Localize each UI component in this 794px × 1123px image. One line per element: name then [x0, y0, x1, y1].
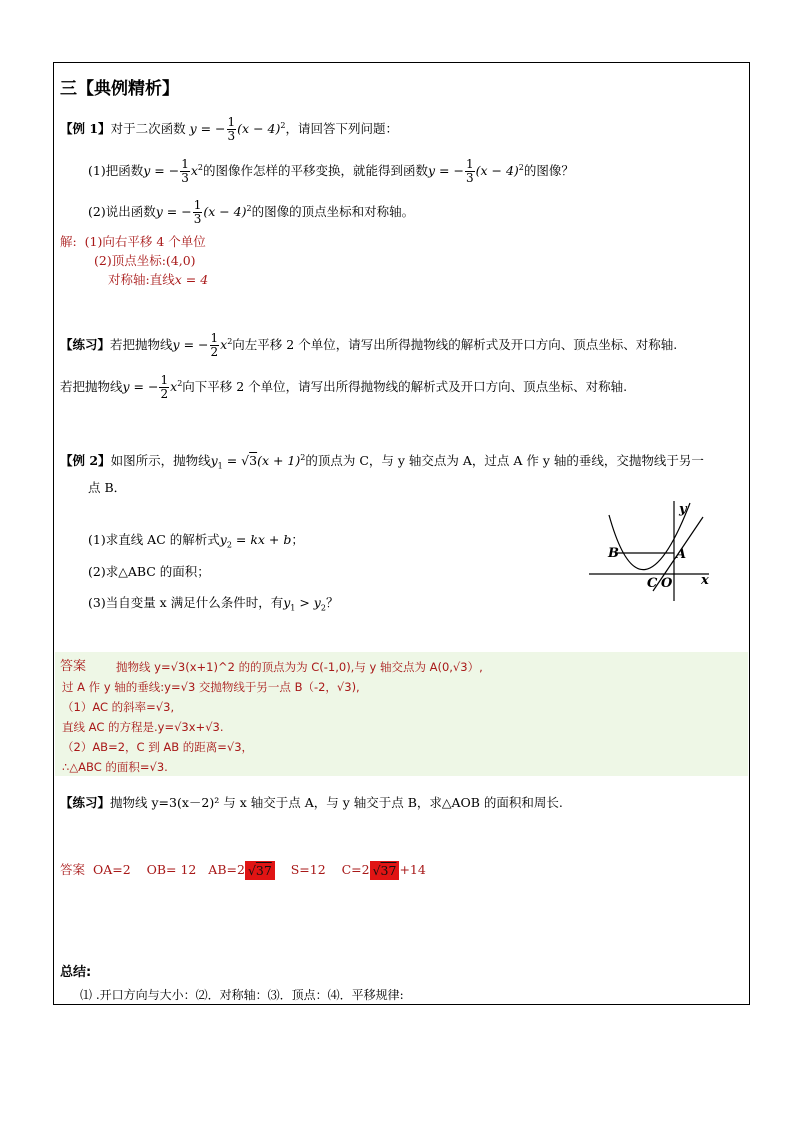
example2-intro-text: 如图所示，抛物线	[110, 453, 211, 469]
formula-y1-sqrt3: $y_1 = √3(x + 1)^2$	[210, 453, 306, 471]
answer2-line6: ∴△ABC 的面积=√3.	[62, 760, 168, 774]
solution1-axis-text: 对称轴:直线	[108, 272, 175, 287]
label-o: O	[661, 576, 673, 591]
practice1-text-b: 向左平移 2 个单位，请写出所得抛物线的解析式及开口方向、顶点坐标、对称轴.	[232, 337, 678, 352]
formula-y-neg-half-x-sq-2: y = − $\frac{1}{2}$ $x^2$	[122, 373, 183, 401]
section-title: 三【典例精析】	[60, 79, 179, 99]
answer3-c-root-highlight: √37	[370, 861, 400, 880]
q2-text-a: (2)说出函数	[88, 204, 156, 219]
example2-question3	[88, 594, 338, 618]
answer2-label: 答案	[60, 659, 87, 674]
answer3-s: S=12	[290, 862, 326, 877]
answer3-line	[60, 861, 426, 880]
answer2-line3: （1）AC 的斜率=√3,	[62, 700, 175, 714]
answer3-ab-root: 37	[255, 863, 272, 878]
example1-question2	[88, 199, 414, 226]
answer3-ab: AB=2	[208, 862, 245, 877]
example1-label: 【例 1】	[60, 121, 111, 136]
ex2-q1-tail: ；	[291, 532, 304, 547]
label-y: y	[679, 502, 687, 517]
solution1-axis-equation: x = 4	[174, 272, 209, 287]
answer2-line1: 抛物线 y=√3(x+1)^2 的的顶点为为 C(-1,0),与 y 轴交点为 A(0,√3）,	[116, 660, 483, 674]
ex2-q3-tail: ？	[325, 595, 339, 610]
ex2-q1-text: (1)求直线 AC 的解析式	[88, 532, 220, 547]
answer3-ab-root-highlight: √37	[245, 861, 275, 880]
answer2-line4: 直线 AC 的方程是.y=√3x+√3.	[62, 720, 224, 734]
label-b: B	[608, 546, 619, 561]
label-c: C	[647, 576, 658, 591]
practice1-text-a: 若把抛物线	[110, 337, 173, 352]
answer3-c: C=2	[341, 862, 370, 877]
formula-y-neg-third-x-sq: y = − $\frac{1}{3}$ $x^2$	[143, 157, 203, 185]
summary-text: ⑴ .开口方向与大小：⑵．对称轴：⑶．顶点：⑷．平移规律:	[80, 988, 404, 1002]
formula-y-neg-third-x-minus-4-sq-2: y = − $\frac{1}{3}$ $(x - 4)^2$	[428, 157, 524, 185]
q1-text-b: 的图像作怎样的平移变换，就能得到函数	[202, 163, 428, 178]
example1-intro	[60, 116, 398, 143]
q1-text-a: (1)把函数	[88, 163, 144, 178]
example1-intro-tail: ，请回答下列问题：	[285, 121, 398, 136]
answer3-label: 答案	[60, 862, 86, 877]
practice2-line	[60, 794, 563, 812]
formula-y-neg-third-x-minus-4-sq-3: y = − $\frac{1}{3}$ $(x - 4)^2$	[155, 198, 252, 226]
answer3-ob: OB= 12	[146, 862, 197, 877]
q2-text-b: 的图像的顶点坐标和对称轴。	[251, 204, 415, 219]
summary-label: 总结:	[60, 965, 92, 980]
example2-intro-line2: 点 B．	[88, 480, 127, 495]
solution1-line1	[60, 233, 206, 251]
formula-y2-kx-b: $y_2$ = kx + b	[219, 532, 292, 550]
solution1-line3	[108, 271, 208, 289]
label-a: A	[676, 547, 687, 562]
example2-intro-tail: 的顶点为 C，与 y 轴交点为 A，过点 A 作 y 轴的垂线，交抛物线于另一	[305, 453, 704, 469]
label-x: x	[701, 573, 709, 588]
example1-intro-text: 对于二次函数	[110, 121, 186, 136]
practice2-label: 【练习】	[60, 795, 111, 810]
q1-text-c: 的图像？	[523, 163, 574, 178]
practice1-text-c: 若把抛物线	[60, 379, 123, 394]
solution1-step1: (1)向右平移 4 个单位	[84, 234, 206, 249]
answer3-oa: OA=2	[92, 862, 131, 877]
example2-question1	[88, 531, 304, 555]
example2-question2: (2)求△ABC 的面积；	[88, 564, 210, 579]
example2-intro	[60, 449, 704, 476]
answer2-line5: （2）AB=2，C 到 AB 的距离=√3，	[62, 740, 254, 754]
practice1-label: 【练习】	[60, 337, 111, 352]
example1-question1	[88, 158, 574, 185]
parabola-figure	[585, 495, 725, 605]
practice1-text-d: 向下平移 2 个单位，请写出所得抛物线的解析式及开口方向、顶点坐标、对称轴.	[182, 379, 628, 394]
solution-label: 解:	[60, 234, 77, 249]
practice2-text: 抛物线 y=3(x－2)² 与 x 轴交于点 A，与 y 轴交于点 B，求△AOB 的面积和周长.	[110, 795, 563, 810]
ex2-q3-text: (3)当自变量 x 满足什么条件时，有	[88, 595, 284, 610]
solution1-line2: (2)顶点坐标:(4,0)	[94, 253, 196, 268]
practice1-line2	[60, 374, 627, 401]
example2-label: 【例 2】	[60, 453, 111, 469]
practice1-line1	[60, 332, 677, 359]
formula-y-neg-half-x-sq: y = − $\frac{1}{2}$ $x^2$	[172, 331, 233, 359]
formula-y-neg-third-x-minus-4-sq: y = − $\frac{1}{3}$ $(x - 4)^2$	[189, 115, 286, 143]
formula-y1-gt-y2: $y_1 > y_2$	[283, 595, 326, 613]
answer3-c-tail: +14	[399, 862, 426, 877]
answer2-line2: 过 A 作 y 轴的垂线:y=√3 交抛物线于另一点 B（-2，√3),	[62, 680, 360, 694]
answer3-c-root: 37	[380, 863, 397, 878]
